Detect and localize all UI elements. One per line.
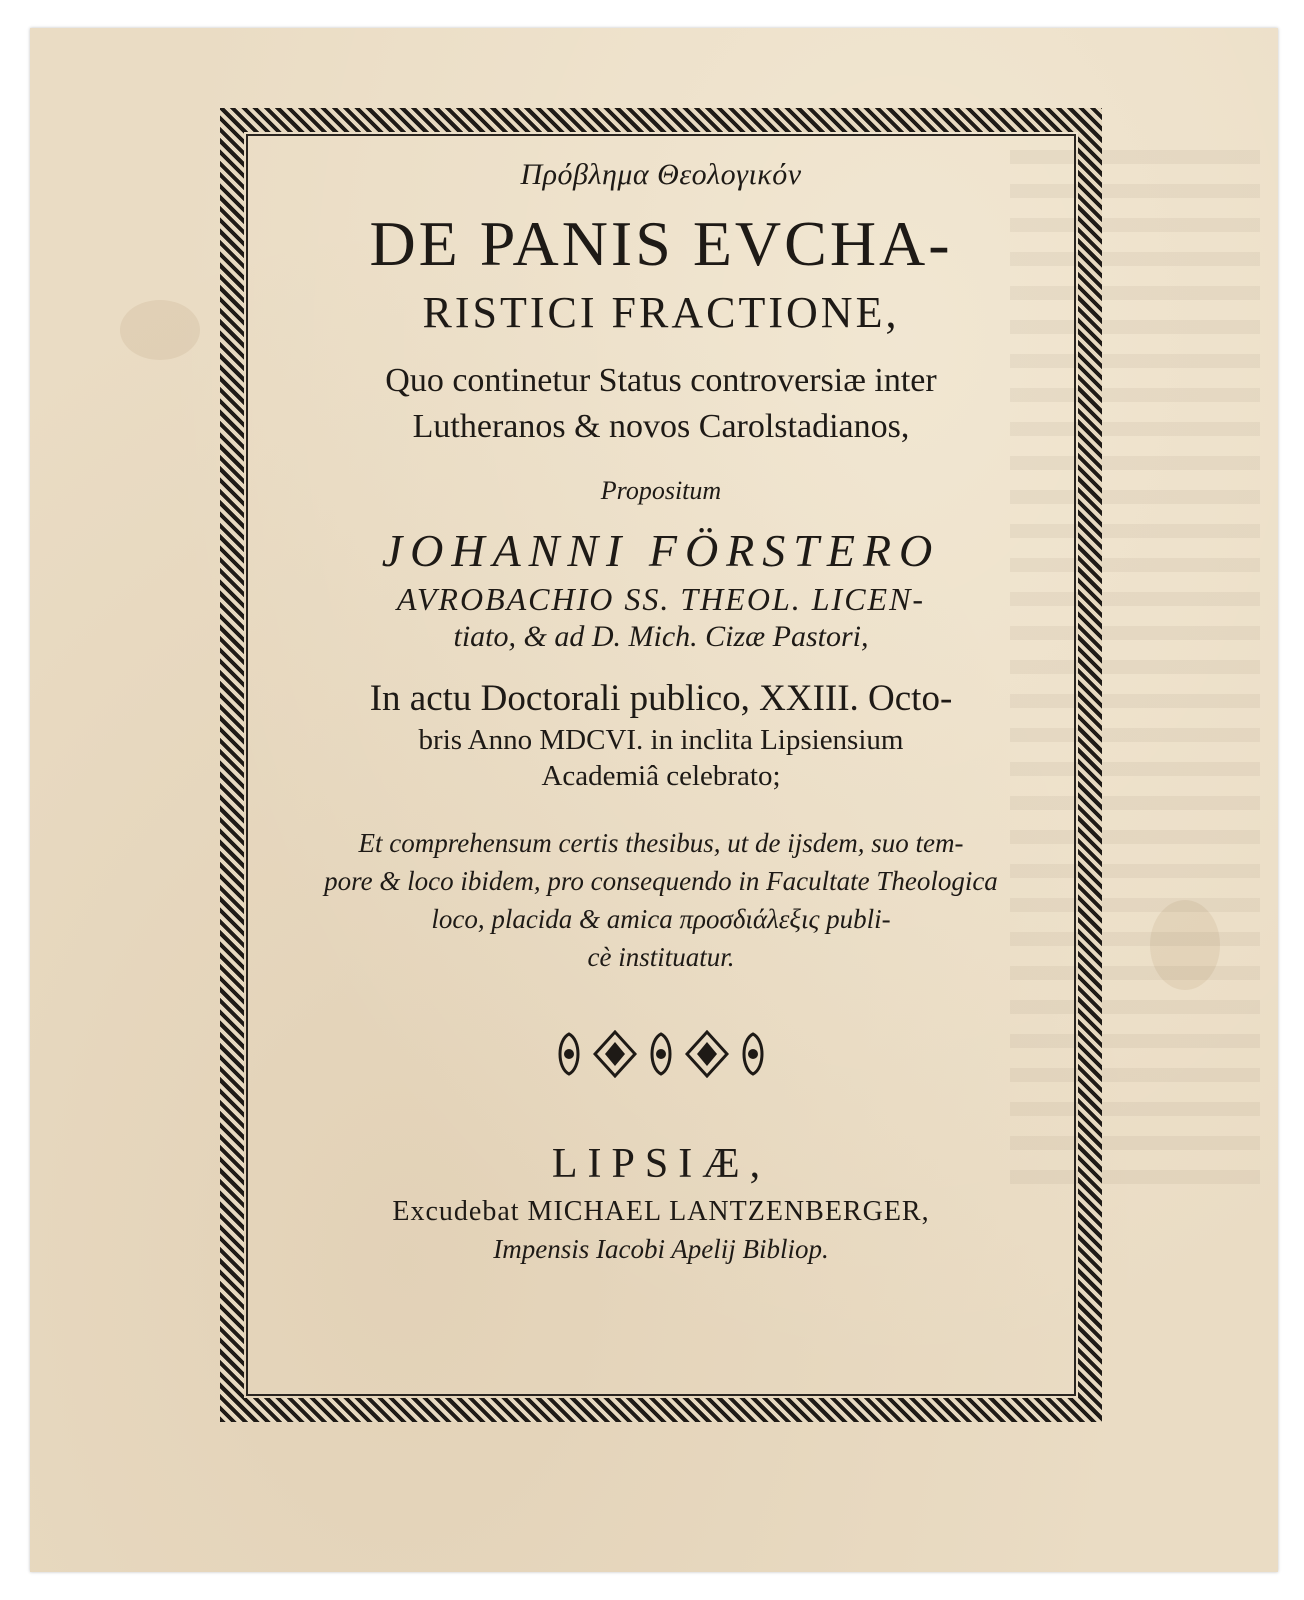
- publisher-line: Impensis Iacobi Apelij Bibliop.: [493, 1234, 829, 1264]
- author-origin-degree: AVROBACHIO SS. THEOL. LICEN-: [396, 581, 926, 617]
- foxing-spot: [1150, 900, 1220, 990]
- fleuron-icon: [549, 1030, 589, 1078]
- foxing-spot: [120, 300, 200, 360]
- title-line-1: DE PANIS EVCHA-: [369, 208, 953, 279]
- theses-line-1: Et comprehensum certis thesibus, ut de ijsdem, suo tem-: [358, 828, 964, 858]
- occasion-line-2: bris Anno MDCVI. in inclita Lipsiensium: [418, 724, 904, 756]
- subtitle-line-2: Lutheranos & novos Carolstadianos,: [412, 408, 910, 445]
- fleuron-ornament: [546, 1026, 776, 1082]
- occasion-line-3: Academiâ celebrato;: [541, 760, 781, 792]
- occasion-line-1: In actu Doctorali publico, XXIII. Octo-: [369, 678, 953, 719]
- fleuron-icon: [733, 1030, 773, 1078]
- diamond-ornament-icon: [593, 1030, 637, 1078]
- author-name: JOHANNI FÖRSTERO: [381, 525, 941, 576]
- title-page-text-block: [250, 150, 1072, 1265]
- theses-line-4: cè instituatur.: [587, 942, 735, 972]
- place-of-printing: LIPSIÆ,: [551, 1141, 771, 1187]
- propositum-label: Propositum: [600, 476, 722, 505]
- author-office: tiato, & ad D. Mich. Cizæ Pastori,: [453, 620, 869, 653]
- theses-line-3: loco, placida & amica προσδιάλεξις publi-: [431, 904, 891, 934]
- title-line-2: RISTICI FRACTIONE,: [422, 288, 900, 337]
- theses-line-2: pore & loco ibidem, pro consequendo in Facultate Theologica: [324, 866, 998, 896]
- subtitle-line-1: Quo continetur Status controversiæ inter: [385, 362, 937, 399]
- greek-heading: Πρόβλημα Θεολογικόν: [520, 158, 802, 191]
- printer-line: Excudebat MICHAEL LANTZENBERGER,: [392, 1196, 930, 1227]
- fleuron-icon: [641, 1030, 681, 1078]
- diamond-ornament-icon: [685, 1030, 729, 1078]
